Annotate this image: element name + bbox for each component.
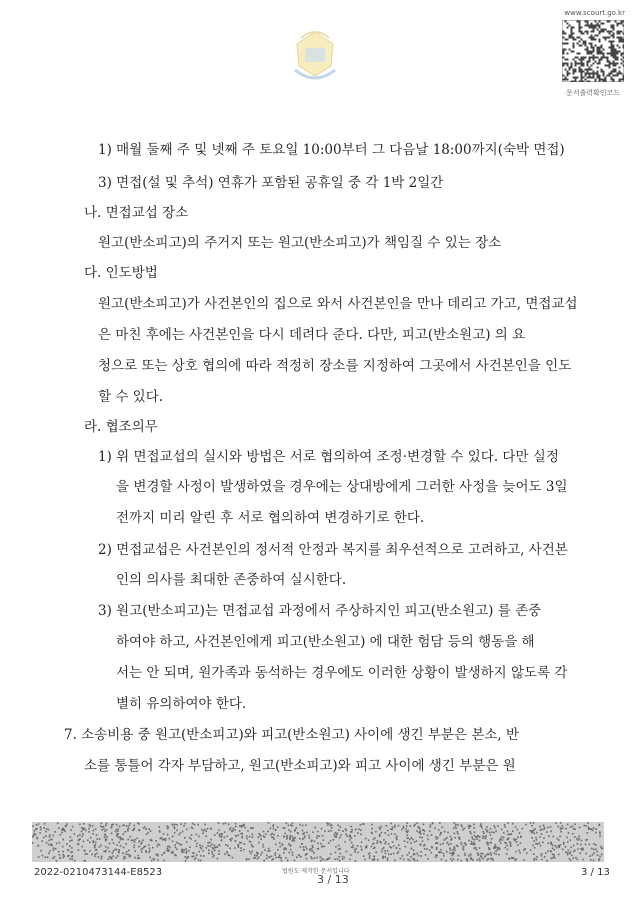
text-line: 서는 안 되며, 원가족과 동석하는 경우에도 이러한 상황이 발생하지 않도록 각 <box>116 665 568 681</box>
text-line: 3) 면접(설 및 추석) 연휴가 포함된 공휴일 중 각 1박 2일간 <box>98 175 444 191</box>
text-line: 7. 소송비용 중 원고(반소피고)와 피고(반소원고) 사이에 생긴 부분은 본소, 반 <box>64 727 520 743</box>
text-line: 할 수 있다. <box>98 389 164 405</box>
footer-center-page: 3 / 13 <box>317 873 349 886</box>
text-line: 2) 면접교섭은 사건본인의 정서적 안정과 복지를 최우선적으로 고려하고, 사건본 <box>98 542 568 558</box>
text-line: 하여야 하고, 사건본인에게 피고(반소원고) 에 대한 험담 등의 행동을 해 <box>116 634 535 650</box>
footer-notice: 법원도 제작한 문서입니다 <box>282 868 350 875</box>
text-line: 은 마친 후에는 사건본인을 다시 데려다 준다. 다만, 피고(반소원고) 의 요 <box>98 327 526 343</box>
court-emblem-icon <box>285 22 345 90</box>
section-heading: 나. 면접교섭 장소 <box>84 205 189 221</box>
section-heading: 다. 인도방법 <box>84 265 158 281</box>
text-line: 별히 유의하여야 한다. <box>116 696 247 712</box>
text-line: 3) 원고(반소피고)는 면접교섭 과정에서 주상하지인 피고(반소원고) 를 존중 <box>98 603 542 619</box>
text-line: 소를 통틀어 각자 부담하고, 원고(반소피고)와 피고 사이에 생긴 부분은 원 <box>84 758 516 774</box>
text-line: 1) 매월 둘째 주 및 넷째 주 토요일 10:00부터 그 다음날 18:00까지(숙박 면접) <box>98 142 565 158</box>
qr-code-icon <box>562 20 624 82</box>
qr-url: www.scourt.go.kr <box>564 9 625 17</box>
text-line: 청으로 또는 상호 협의에 따라 적정히 장소를 지정하여 그곳에서 사건본인을 인도 <box>98 358 572 374</box>
text-line: 을 변경할 사정이 발생하였을 경우에는 상대방에게 그러한 사정을 늦어도 3일 <box>116 479 568 495</box>
qr-caption: 문서출력확인코드 <box>565 89 621 97</box>
text-line: 인의 의사를 최대한 존중하여 실시한다. <box>116 572 347 588</box>
security-pattern-band <box>32 822 604 862</box>
section-heading: 라. 협조의무 <box>84 419 158 435</box>
text-line: 1) 위 면접교섭의 실시와 방법은 서로 협의하여 조정·변경할 수 있다. 다만 실정 <box>98 449 559 465</box>
text-line: 전까지 미리 알린 후 서로 협의하여 변경하기로 한다. <box>116 510 425 526</box>
text-line: 원고(반소피고)가 사건본인의 집으로 와서 사건본인을 만나 데리고 가고, 면접교섭 <box>98 296 578 312</box>
document-id: 2022-0210473144-E8523 <box>34 867 163 878</box>
page-number: 3 / 13 <box>581 867 610 878</box>
text-line: 원고(반소피고)의 주거지 또는 원고(반소피고)가 책임질 수 있는 장소 <box>98 235 502 251</box>
